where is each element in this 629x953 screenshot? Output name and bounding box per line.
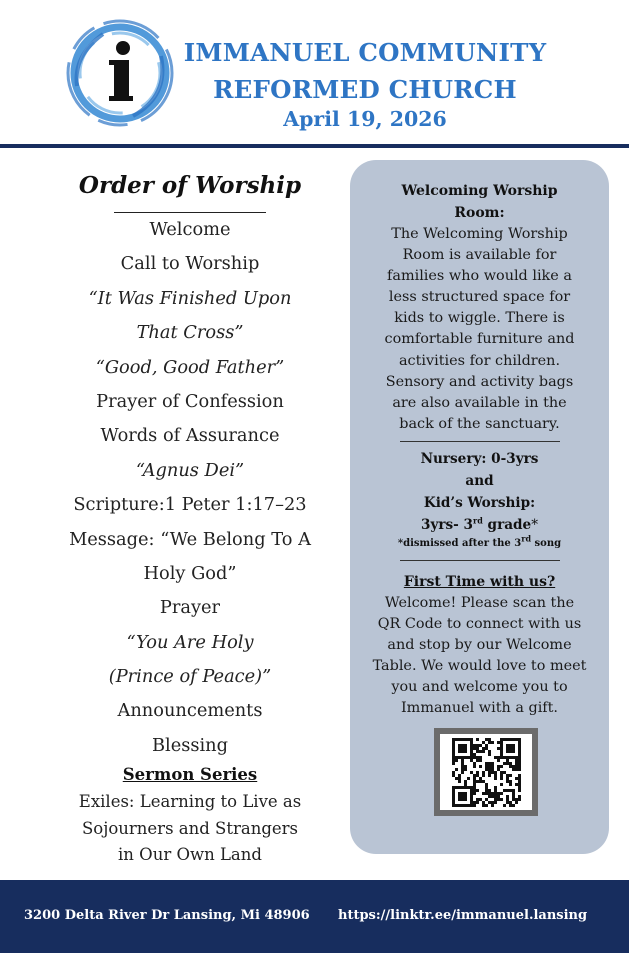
nursery-and: and — [465, 472, 494, 489]
kids-grade-text: 3yrs- 3 — [421, 516, 474, 533]
welcome-room-line: activities for children. — [398, 352, 561, 369]
info-i-swirl-logo-icon — [63, 16, 177, 130]
header-divider — [0, 144, 629, 148]
welcome-room-title-1: Welcoming Worship — [401, 183, 558, 199]
worship-item-song-finished-2: That Cross” — [136, 322, 244, 344]
worship-item-words-assurance: Words of Assurance — [100, 425, 280, 447]
worship-item-song-agnus-dei: “Agnus Dei” — [135, 459, 245, 481]
welcome-room-description — [350, 224, 609, 435]
welcome-room-line: less structured space for — [388, 289, 571, 306]
welcome-room-line: are also available in the — [392, 394, 567, 411]
church-link[interactable]: https://linktr.ee/immanuel.lansing — [338, 908, 588, 923]
first-time-title: First Time with us? — [403, 573, 556, 590]
welcome-room-line: Sensory and activity bags — [385, 373, 574, 390]
welcome-room-line: comfortable furniture and — [384, 331, 575, 348]
dismissed-note — [350, 533, 609, 552]
welcome-room-line: kids to wiggle. There is — [394, 310, 565, 327]
dismissed-sup: rd — [521, 533, 532, 544]
sermon-series-line: Sojourners and Strangers — [81, 818, 299, 838]
welcome-room-line: families who would like a — [387, 268, 572, 285]
worship-item-call-to-worship: Call to Worship — [120, 253, 260, 275]
church-logo — [63, 16, 177, 130]
first-time-line: Welcome! Please scan the — [384, 594, 575, 611]
worship-item-message-2: Holy God” — [143, 562, 237, 584]
welcome-room-line: The Welcoming Worship — [391, 226, 568, 242]
dismissed-text: *dismissed after the 3 — [397, 537, 522, 549]
info-panel-content — [350, 180, 609, 720]
first-time-description — [350, 593, 609, 720]
sermon-series-line: in Our Own Land — [118, 845, 262, 865]
dismissed-text-end: song — [531, 537, 562, 549]
first-time-line: Immanuel with a gift. — [401, 700, 558, 717]
kids-worship-grades — [350, 514, 609, 536]
worship-item-blessing: Blessing — [151, 734, 229, 756]
first-time-line: Table. We would love to meet — [372, 658, 587, 675]
church-address: 3200 Delta River Dr Lansing, Mi 48906 — [24, 908, 310, 923]
qr-code-background — [440, 734, 532, 810]
welcome-room-title-2: Room: — [454, 205, 505, 221]
qr-code[interactable] — [434, 728, 538, 816]
panel-divider — [400, 560, 560, 561]
worship-items-list — [40, 213, 340, 763]
first-time-line: and stop by our Welcome — [387, 637, 572, 654]
bulletin-date: April 19, 2026 — [283, 107, 447, 131]
worship-item-prayer-confession: Prayer of Confession — [96, 390, 284, 412]
worship-item-announcements: Announcements — [117, 700, 263, 722]
worship-item-prayer: Prayer — [159, 597, 221, 619]
sermon-series-title: Sermon Series — [122, 765, 258, 785]
worship-item-scripture: Scripture:1 Peter 1:17–23 — [73, 494, 307, 516]
panel-divider — [400, 441, 560, 442]
kids-grade-sup: rd — [473, 515, 483, 526]
first-time-line: QR Code to connect with us — [377, 616, 582, 633]
worship-item-song-holy-2: (Prince of Peace)” — [108, 666, 272, 688]
order-of-worship-title: Order of Worship — [78, 172, 302, 199]
worship-item-song-holy-1: “You Are Holy — [126, 631, 254, 653]
order-of-worship-column — [40, 160, 340, 869]
church-name-line1: IMMANUEL COMMUNITY — [183, 38, 547, 67]
welcome-room-line: Room is available for — [402, 247, 557, 264]
church-name-line2: REFORMED CHURCH — [213, 75, 517, 104]
sermon-series-description — [40, 789, 340, 869]
worship-item-song-finished-1: “It Was Finished Upon — [88, 287, 292, 309]
footer-bar — [0, 880, 629, 953]
info-panel — [350, 160, 609, 854]
worship-item-song-good-father: “Good, Good Father” — [95, 356, 285, 378]
worship-item-message-1: Message: “We Belong To A — [69, 528, 311, 550]
sermon-series-line: Exiles: Learning to Live as — [78, 792, 302, 812]
kids-grade-asterisk: * — [531, 516, 538, 533]
kids-grade-text-end: grade — [482, 516, 532, 533]
qr-code-icon — [440, 734, 532, 810]
worship-item-welcome: Welcome — [149, 219, 231, 240]
nursery-info: Nursery: 0-3yrs — [420, 450, 539, 467]
first-time-line: you and welcome you to — [391, 679, 568, 696]
kids-worship-title: Kid’s Worship: — [423, 494, 536, 511]
welcome-room-line: back of the sanctuary. — [399, 415, 560, 432]
church-name — [180, 34, 550, 108]
